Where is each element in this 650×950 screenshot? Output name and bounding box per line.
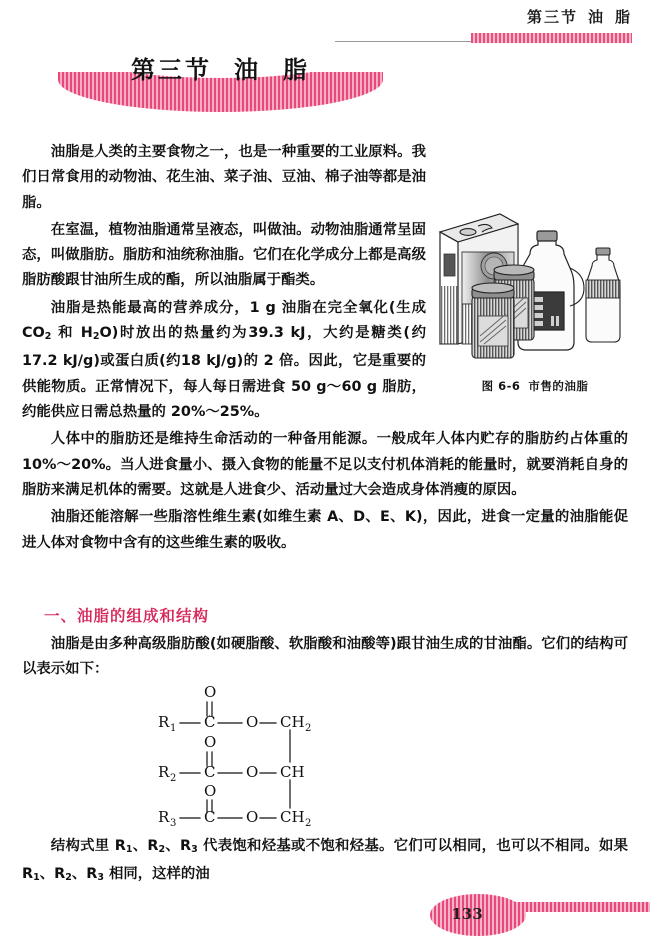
carbonyl-o-2: O <box>204 733 217 751</box>
page-header <box>0 0 650 52</box>
carbon-3: C <box>204 808 216 826</box>
backbone-ch: CH <box>280 763 305 781</box>
r1-sub-inline: 1 <box>125 844 133 856</box>
paragraph-6: 油脂是由多种高级脂肪酸(如硬脂酸、软脂酸和油酸等)跟甘油生成的甘油酯。它们的结构可以表示如下： <box>22 636 628 678</box>
paragraph-5: 油脂还能溶解一些脂溶性维生素(如维生素 A、D、E、K)，因此，进食一定量的油脂能促进人体对食物中含有的这些维生素的吸收。 <box>22 509 628 551</box>
header-rule <box>335 41 473 42</box>
r1-subscript: 1 <box>170 723 177 734</box>
r1-sub-inline-2: 1 <box>33 872 40 884</box>
co2-subscript: 2 <box>44 331 52 343</box>
r2-subscript: 2 <box>170 773 177 784</box>
article-body-2 <box>22 632 628 685</box>
header-title: 第三节 油 脂 <box>526 8 632 26</box>
paragraph-1: 油脂是人类的主要食物之一，也是一种重要的工业原料。我们日常食用的动物油、花生油、菜子油、豆油、棉子油等都是油脂。 <box>22 144 426 211</box>
header-stripe-bar <box>471 33 632 43</box>
carbon-2: C <box>204 763 216 781</box>
h2o-subscript: 2 <box>92 331 100 343</box>
article-body <box>22 140 628 558</box>
ester-o-3: O <box>246 808 259 826</box>
page-number: 133 <box>451 905 483 923</box>
backbone-ch2-bottom: CH <box>280 808 305 826</box>
ester-o-1: O <box>246 713 259 731</box>
r3-label: R <box>158 808 170 826</box>
triglyceride-structure-diagram <box>150 680 350 828</box>
paragraph-7: 结构式里 $R_1$、$R_2$、$R_3$ 代表饱和烃基或不饱和烃基。它们可以相同，也可以不相同。如果 $R_1$、$R_2$、$R_3$ 相同，这样的油 <box>22 838 629 884</box>
subsection-heading: 一、油脂的组成和结构 <box>44 607 210 625</box>
r3-subscript: 3 <box>170 818 177 828</box>
figure-caption: 图 6-6 市售的油脂 <box>481 379 589 393</box>
backbone-ch2-top-sub: 2 <box>305 723 312 734</box>
backbone-ch2-bottom-sub: 2 <box>305 818 312 828</box>
carbonyl-o-1: O <box>204 683 217 701</box>
r3-sub-inline-2: 3 <box>97 872 104 884</box>
page-footer <box>0 880 650 950</box>
r1-label: R <box>158 713 170 731</box>
carbon-1: C <box>204 713 216 731</box>
paragraph-2: 在室温，植物油脂通常呈液态，叫做油。动物油脂通常呈固态，叫做脂肪。脂肪和油统称油脂。它们在化学成分上都是高级脂肪酸跟甘油所生成的酯，所以油脂属于酯类。 <box>22 221 426 289</box>
r2-sub-inline-2: 2 <box>65 872 72 884</box>
page-title: 第三节 油 脂 <box>131 56 310 84</box>
backbone-ch2-top: CH <box>280 713 305 731</box>
carbonyl-o-3: O <box>204 782 217 800</box>
section-title-banner <box>58 50 383 112</box>
r3-sub-inline: 3 <box>191 844 198 856</box>
paragraph-3: 油脂是热能最高的营养成分，1 g 油脂在完全氧化(生成 $CO_2$ 和 $H_2O$)时放出的热量约为39.3 kJ，大约是糖类(约17.2 kJ/g)或蛋白质(约18 kJ/g)的 2 倍。因此，它是重要的供能物质。正常情况下，每人每日需进食 50 g～60 g 脂肪，约能供应日需总热量的 20%～25%。 <box>22 299 426 421</box>
ester-o-2: O <box>246 763 259 781</box>
r2-label: R <box>158 763 170 781</box>
r2-sub-inline: 2 <box>158 844 166 856</box>
paragraph-4: 人体中的脂肪还是维持生命活动的一种备用能源。一般成年人体内贮存的脂肪约占体重的 10%～20%。当人进食量小、摄入食物的能量不足以支付机体消耗的能量时，就要消耗自身的脂肪来满足机体的需要。这就是人进食少、活动量过大会造成身体消瘦的原因。 <box>22 431 628 498</box>
